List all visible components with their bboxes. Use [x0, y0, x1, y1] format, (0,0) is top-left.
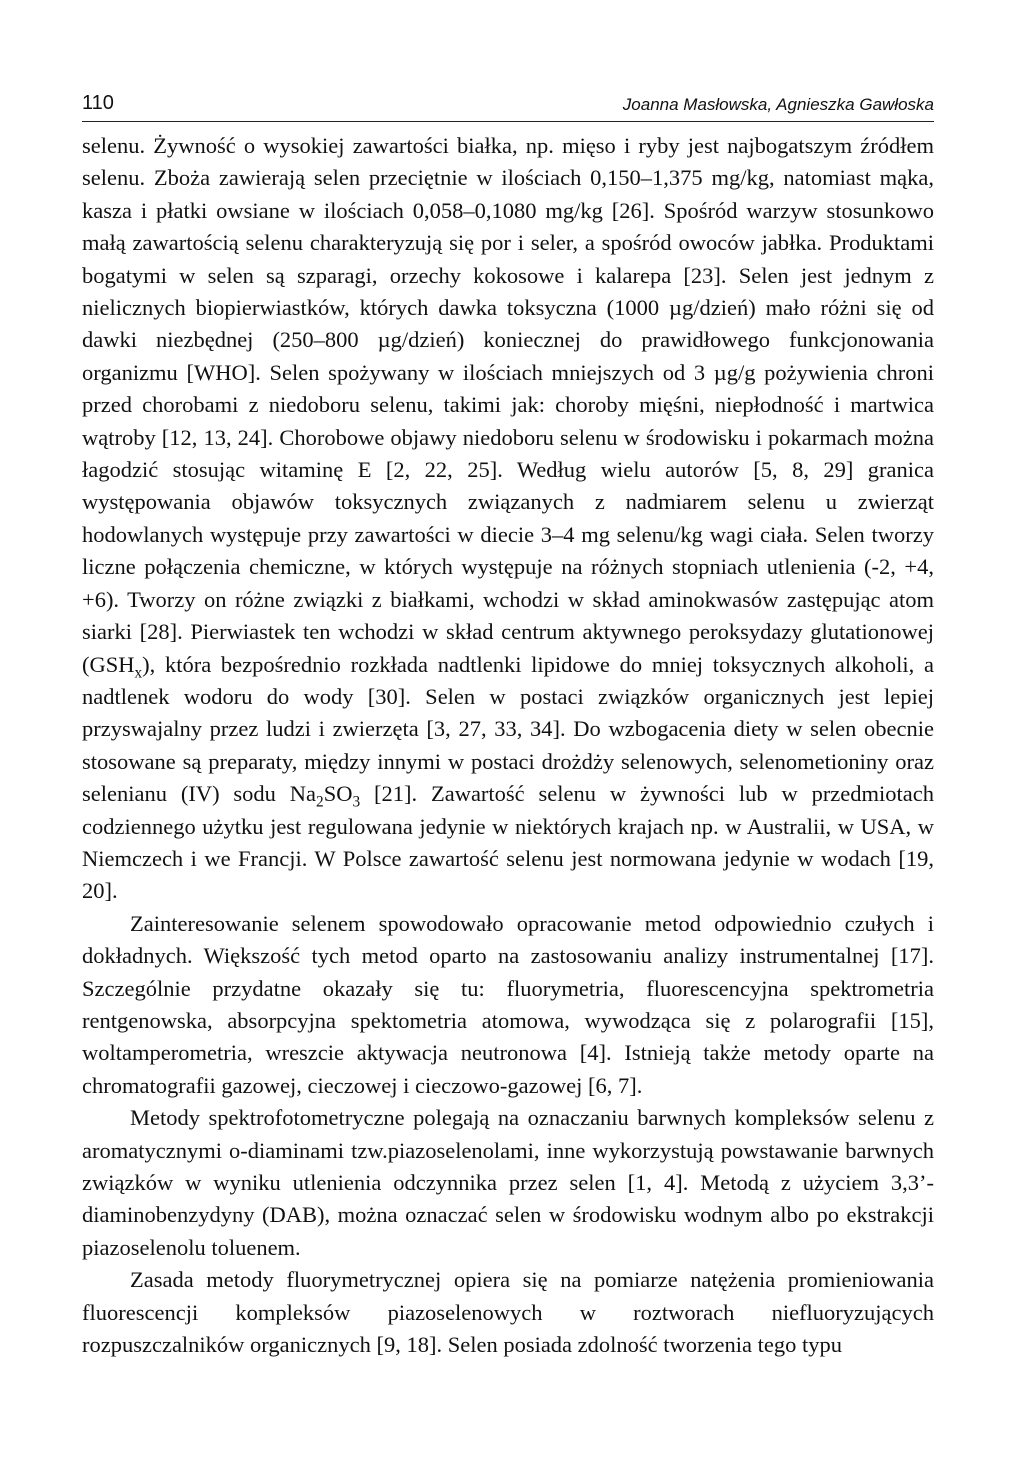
paragraph-text: Zasada metody fluorymetrycznej opiera się na pomiarze natężenia promieniowania fluorescencji kompleksów piazoselenowych w roztworach niefluoryzujących rozpuszczalników organicznych [9, 18]. Selen posiada zdolność tworzenia tego typu	[82, 1267, 934, 1358]
paragraph-text: ), która bezpośrednio rozkłada nadtlenki lipidowe do mniej toksycznych alkoholi, a nadtlenek wodoru do wody [30]. Selen w postaci związków organicznych jest lepiej przyswajalny przez ludzi i zwierzęta [3, 27, 33, 34]. Do wzbogacenia diety w selen obecnie stosowane są preparaty, między innymi w postaci drożdży selenowych, selenometioniny oraz selenianu (IV) sodu Na	[82, 651, 934, 807]
running-header-authors: Joanna Masłowska, Agnieszka Gawłoska	[622, 95, 934, 114]
paragraph-text: Metody spektrofotometryczne polegają na oznaczaniu barwnych kompleksów selenu z aromatycznymi o-diaminami tzw.piazoselenolami, inne wykorzystują powstawanie barwnych związków w wyniku utlenienia odczynnika przez selen [1, 4]. Metodą z użyciem 3,3’-diaminobenzydyny (DAB), można oznaczać selen w środowisku wodnym albo po ekstrakcji piazoselenolu toluenem.	[82, 1105, 934, 1260]
paragraph-text: SO	[323, 781, 353, 807]
paragraph-text: [21]. Zawartość selenu w żywności lub w przedmiotach codziennego użytku jest regulowana jedynie w niektórych krajach np. w Australii, w USA, w Niemczech i we Francji. W Polsce zawartość selenu jest normowana jedynie w wodach [19, 20].	[82, 781, 935, 904]
page	[82, 92, 934, 1361]
body-paragraph	[82, 1264, 934, 1361]
subscript-text: x	[134, 664, 143, 681]
subscript-text: 3	[352, 793, 361, 811]
running-header	[82, 92, 934, 122]
page-number: 110	[82, 92, 114, 114]
body-paragraph	[82, 908, 934, 1102]
body-paragraph	[82, 1102, 934, 1264]
body-text	[82, 130, 934, 1361]
paragraph-text: Zainteresowanie selenem spowodowało opracowanie metod odpowiednio czułych i dokładnych. Większość tych metod oparto na zastosowaniu analizy instrumentalnej [17]. Szczególnie przydatne okazały się tu: fluorymetria, fluorescencyjna spektrometria rentgenowska, absorpcyjna spektometria atomowa, wywodząca się z polarografii [15], woltamperometria, wreszcie aktywacja neutronowa [4]. Istnieją także metody oparte na chromatografii gazowej, cieczowej i cieczowo-gazowej [6, 7].	[82, 910, 934, 1098]
subscript-text: 2	[316, 793, 324, 811]
body-paragraph	[82, 130, 934, 908]
paragraph-text: selenu. Żywność o wysokiej zawartości białka, np. mięso i ryby jest najbogatszym źródłem selenu. Zboża zawierają selen przeciętnie w ilościach 0,150–1,375 mg/kg, natomiast mąka, kasza i płatki owsiane w ilościach 0,058–0,1080 mg/kg [26]. Spośród warzyw stosunkowo małą zawartością selenu charakteryzują się por i seler, a spośród owoców jabłka. Produktami bogatymi w selen są szparagi, orzechy kokosowe i kalarepa [23]. Selen jest jednym z nielicznych biopierwiastków, których dawka toksyczna (1000 µg/dzień) mało różni się od dawki niezbędnej (250–800 µg/dzień) koniecznej do prawidłowego funkcjonowania organizmu [WHO]. Selen spożywany w ilościach mniejszych od 3 µg/g pożywienia chroni przed chorobami z niedoboru selenu, takimi jak: choroby mięśni, niepłodność i martwica wątroby [12, 13, 24]. Chorobowe objawy niedoboru selenu w środowisku i pokarmach można łagodzić stosując witaminę E [2, 22, 25]. Według wielu autorów [5, 8, 29] granica występowania objawów toksycznych związanych z nadmiarem selenu u zwierząt hodowlanych występuje przy zawartości w diecie 3–4 mg selenu/kg wagi ciała. Selen tworzy liczne połączenia chemiczne, w których występuje na różnych stopniach utlenienia (-2, +4, +6). Tworzy on różne związki z białkami, wchodzi w skład aminokwasów zastępując atom siarki [28]. Pierwiastek ten wchodzi w skład centrum aktywnego peroksydazy glutationowej (GSH	[82, 133, 934, 677]
